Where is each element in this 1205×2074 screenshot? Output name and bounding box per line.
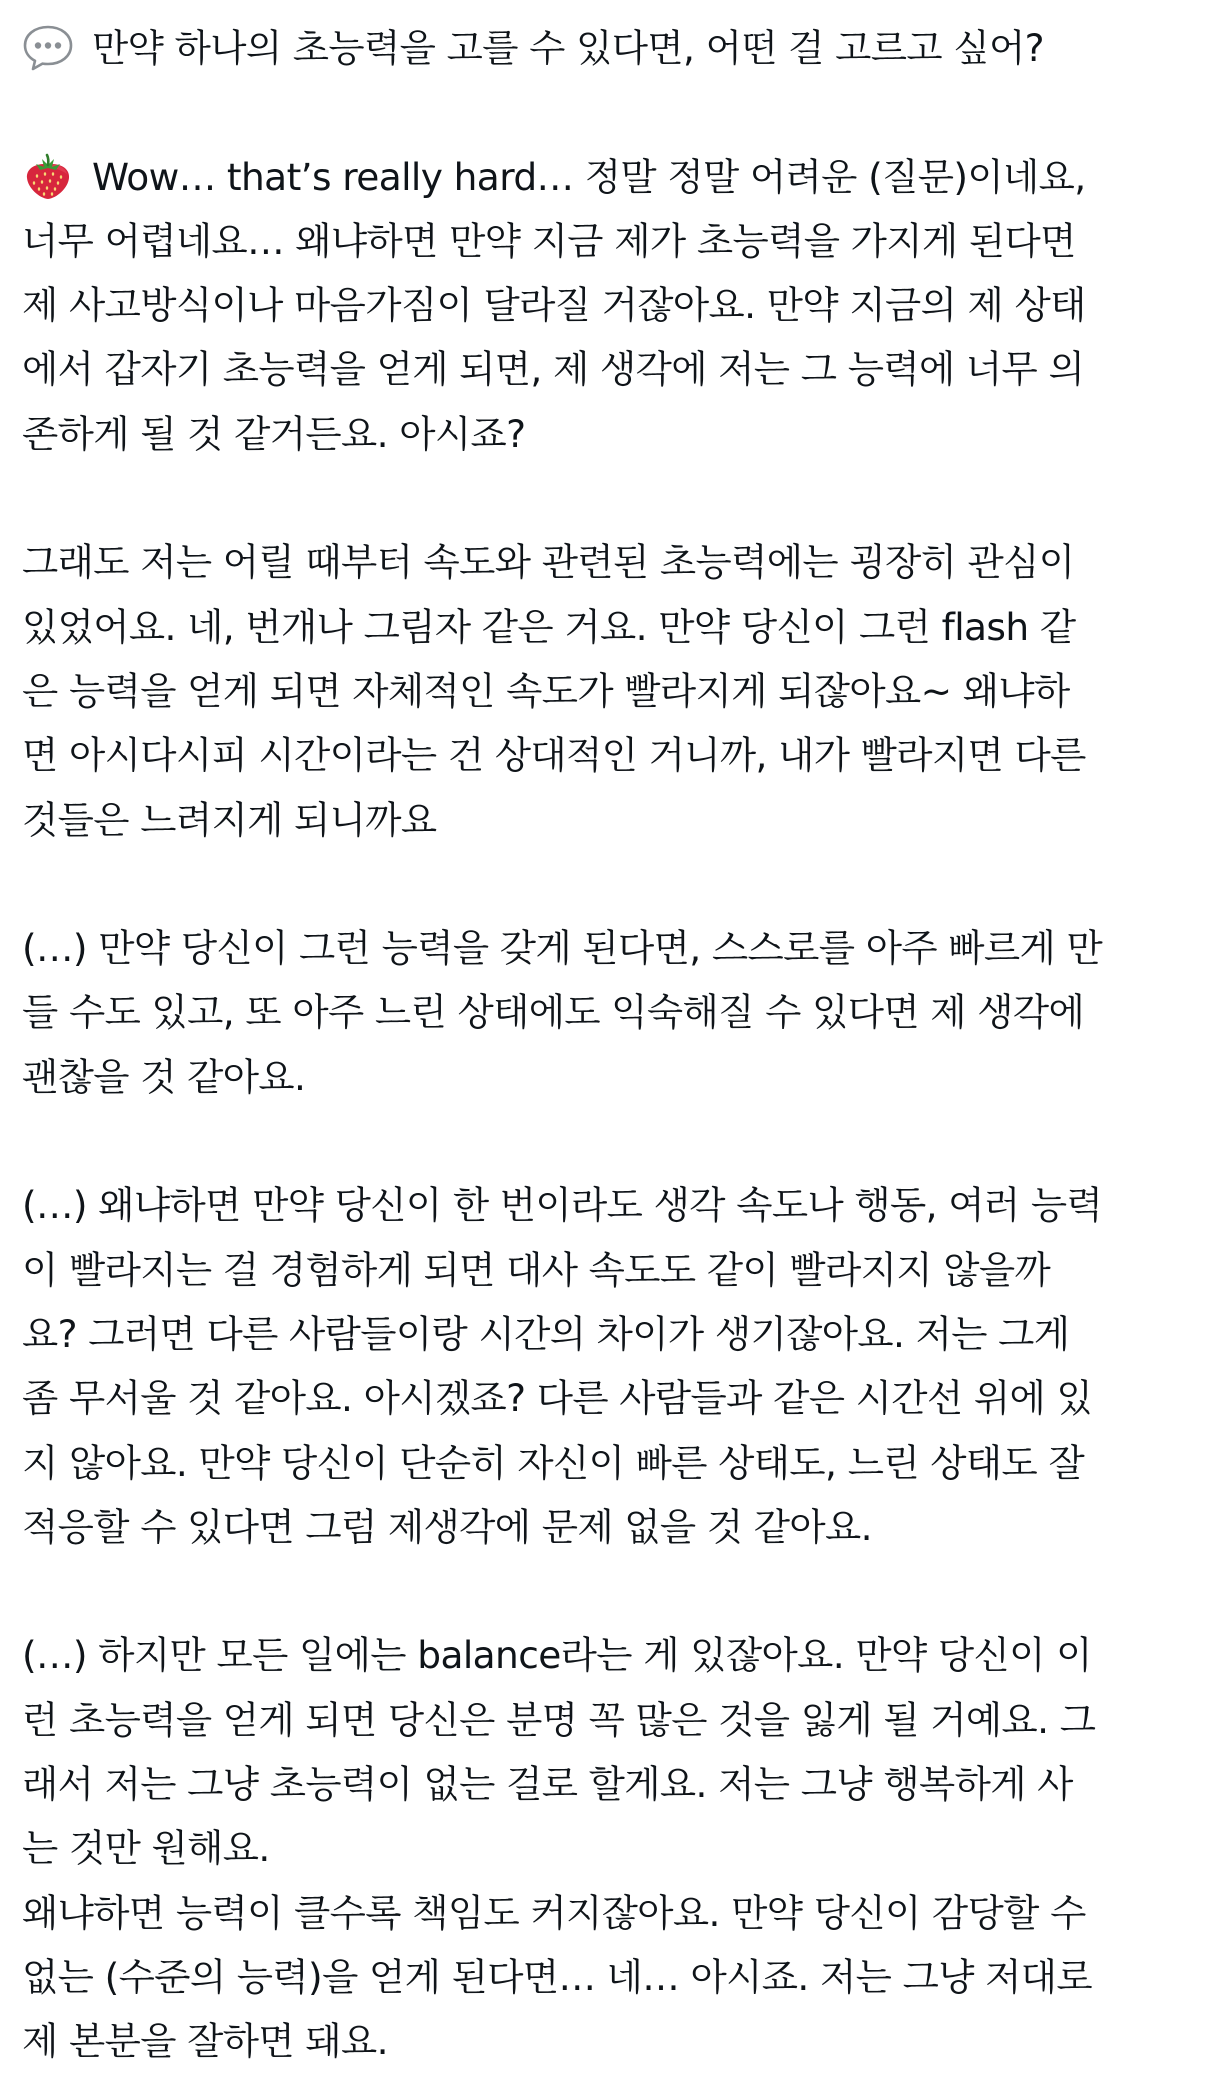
- paragraph: [22, 1173, 1187, 1559]
- text-line: 너무 어렵네요… 왜냐하면 만약 지금 제가 초능력을 가지게 된다면: [22, 218, 1076, 263]
- spacer: [22, 1109, 1187, 1173]
- text-line: 제 사고방식이나 마음가짐이 달라질 거잖아요. 만약 지금의 제 상태: [22, 283, 1086, 328]
- spacer: [22, 466, 1187, 530]
- paragraph: [22, 209, 1187, 466]
- text-line: 존하게 될 것 같거든요. 아시죠?: [22, 411, 526, 456]
- spacer: [22, 1559, 1187, 1623]
- text-line: 이 빨라지는 걸 경험하게 되면 대사 속도도 같이 빨라지지 않을까: [22, 1247, 1051, 1292]
- text-line: 요? 그러면 다른 사람들이랑 시간의 차이가 생기잖아요. 저는 그게: [22, 1311, 1070, 1356]
- text-line: (…) 하지만 모든 일에는 balance라는 게 있잖아요. 만약 당신이 이: [22, 1633, 1092, 1678]
- question-text: 만약 하나의 초능력을 고를 수 있다면, 어떤 걸 고르고 싶어?: [92, 26, 1044, 70]
- text-line: 좀 무서울 것 같아요. 아시겠죠? 다른 사람들과 같은 시간선 위에 있: [22, 1376, 1093, 1421]
- text-line: 그래도 저는 어릴 때부터 속도와 관련된 초능력에는 굉장히 관심이: [22, 540, 1075, 585]
- text-line: 면 아시다시피 시간이라는 건 상대적인 거니까, 내가 빨라지면 다른: [22, 733, 1086, 778]
- text-line: 지 않아요. 만약 당신이 단순히 자신이 빠른 상태도, 느린 상태도 잘: [22, 1440, 1085, 1485]
- text-line: 들 수도 있고, 또 아주 느린 상태에도 익숙해질 수 있다면 제 생각에: [22, 990, 1085, 1035]
- paragraph: [22, 1623, 1187, 2073]
- text-line: (…) 왜냐하면 만약 당신이 한 번이라도 생각 속도나 행동, 여러 능력: [22, 1183, 1103, 1228]
- spacer: [22, 80, 1187, 144]
- text-line: 적응할 수 있다면 그럼 제생각에 문제 없을 것 같아요.: [22, 1504, 873, 1549]
- question-line: [22, 16, 1187, 80]
- post-body: [22, 16, 1187, 2074]
- text-line: 런 초능력을 얻게 되면 당신은 분명 꼭 많은 것을 잃게 될 거예요. 그: [22, 1697, 1096, 1742]
- text-line: 왜냐하면 능력이 클수록 책임도 커지잖아요. 만약 당신이 감당할 수: [22, 1890, 1086, 1935]
- answer-first-line-text: Wow… that’s really hard… 정말 정말 어려운 (질문)이네요,: [92, 154, 1086, 199]
- paragraph: [22, 916, 1187, 1109]
- text-line: 은 능력을 얻게 되면 자체적인 속도가 빨라지게 되잖아요~ 왜냐하: [22, 668, 1070, 713]
- text-line: 괜찮을 것 같아요.: [22, 1054, 306, 1099]
- text-line: (…) 만약 당신이 그런 능력을 갖게 된다면, 스스로를 아주 빠르게 만: [22, 926, 1103, 971]
- text-line: 제 본분을 잘하면 돼요.: [22, 2019, 388, 2064]
- answer-first-line: [22, 145, 1187, 209]
- strawberry-icon: [22, 150, 74, 202]
- text-line: 에서 갑자기 초능력을 얻게 되면, 제 생각에 저는 그 능력에 너무 의: [22, 347, 1085, 392]
- text-line: 래서 저는 그냥 초능력이 없는 걸로 할게요. 저는 그냥 행복하게 사: [22, 1762, 1073, 1807]
- text-line: 없는 (수준의 능력)을 얻게 된다면… 네… 아시죠. 저는 그냥 저대로: [22, 1954, 1093, 1999]
- text-line: 있었어요. 네, 번개나 그림자 같은 거요. 만약 당신이 그런 flash 같: [22, 604, 1076, 649]
- paragraph: [22, 530, 1187, 851]
- text-line: 는 것만 원해요.: [22, 1826, 270, 1871]
- text-line: 것들은 느려지게 되니까요: [22, 797, 437, 842]
- speech-bubble-icon: [22, 21, 74, 73]
- spacer: [22, 852, 1187, 916]
